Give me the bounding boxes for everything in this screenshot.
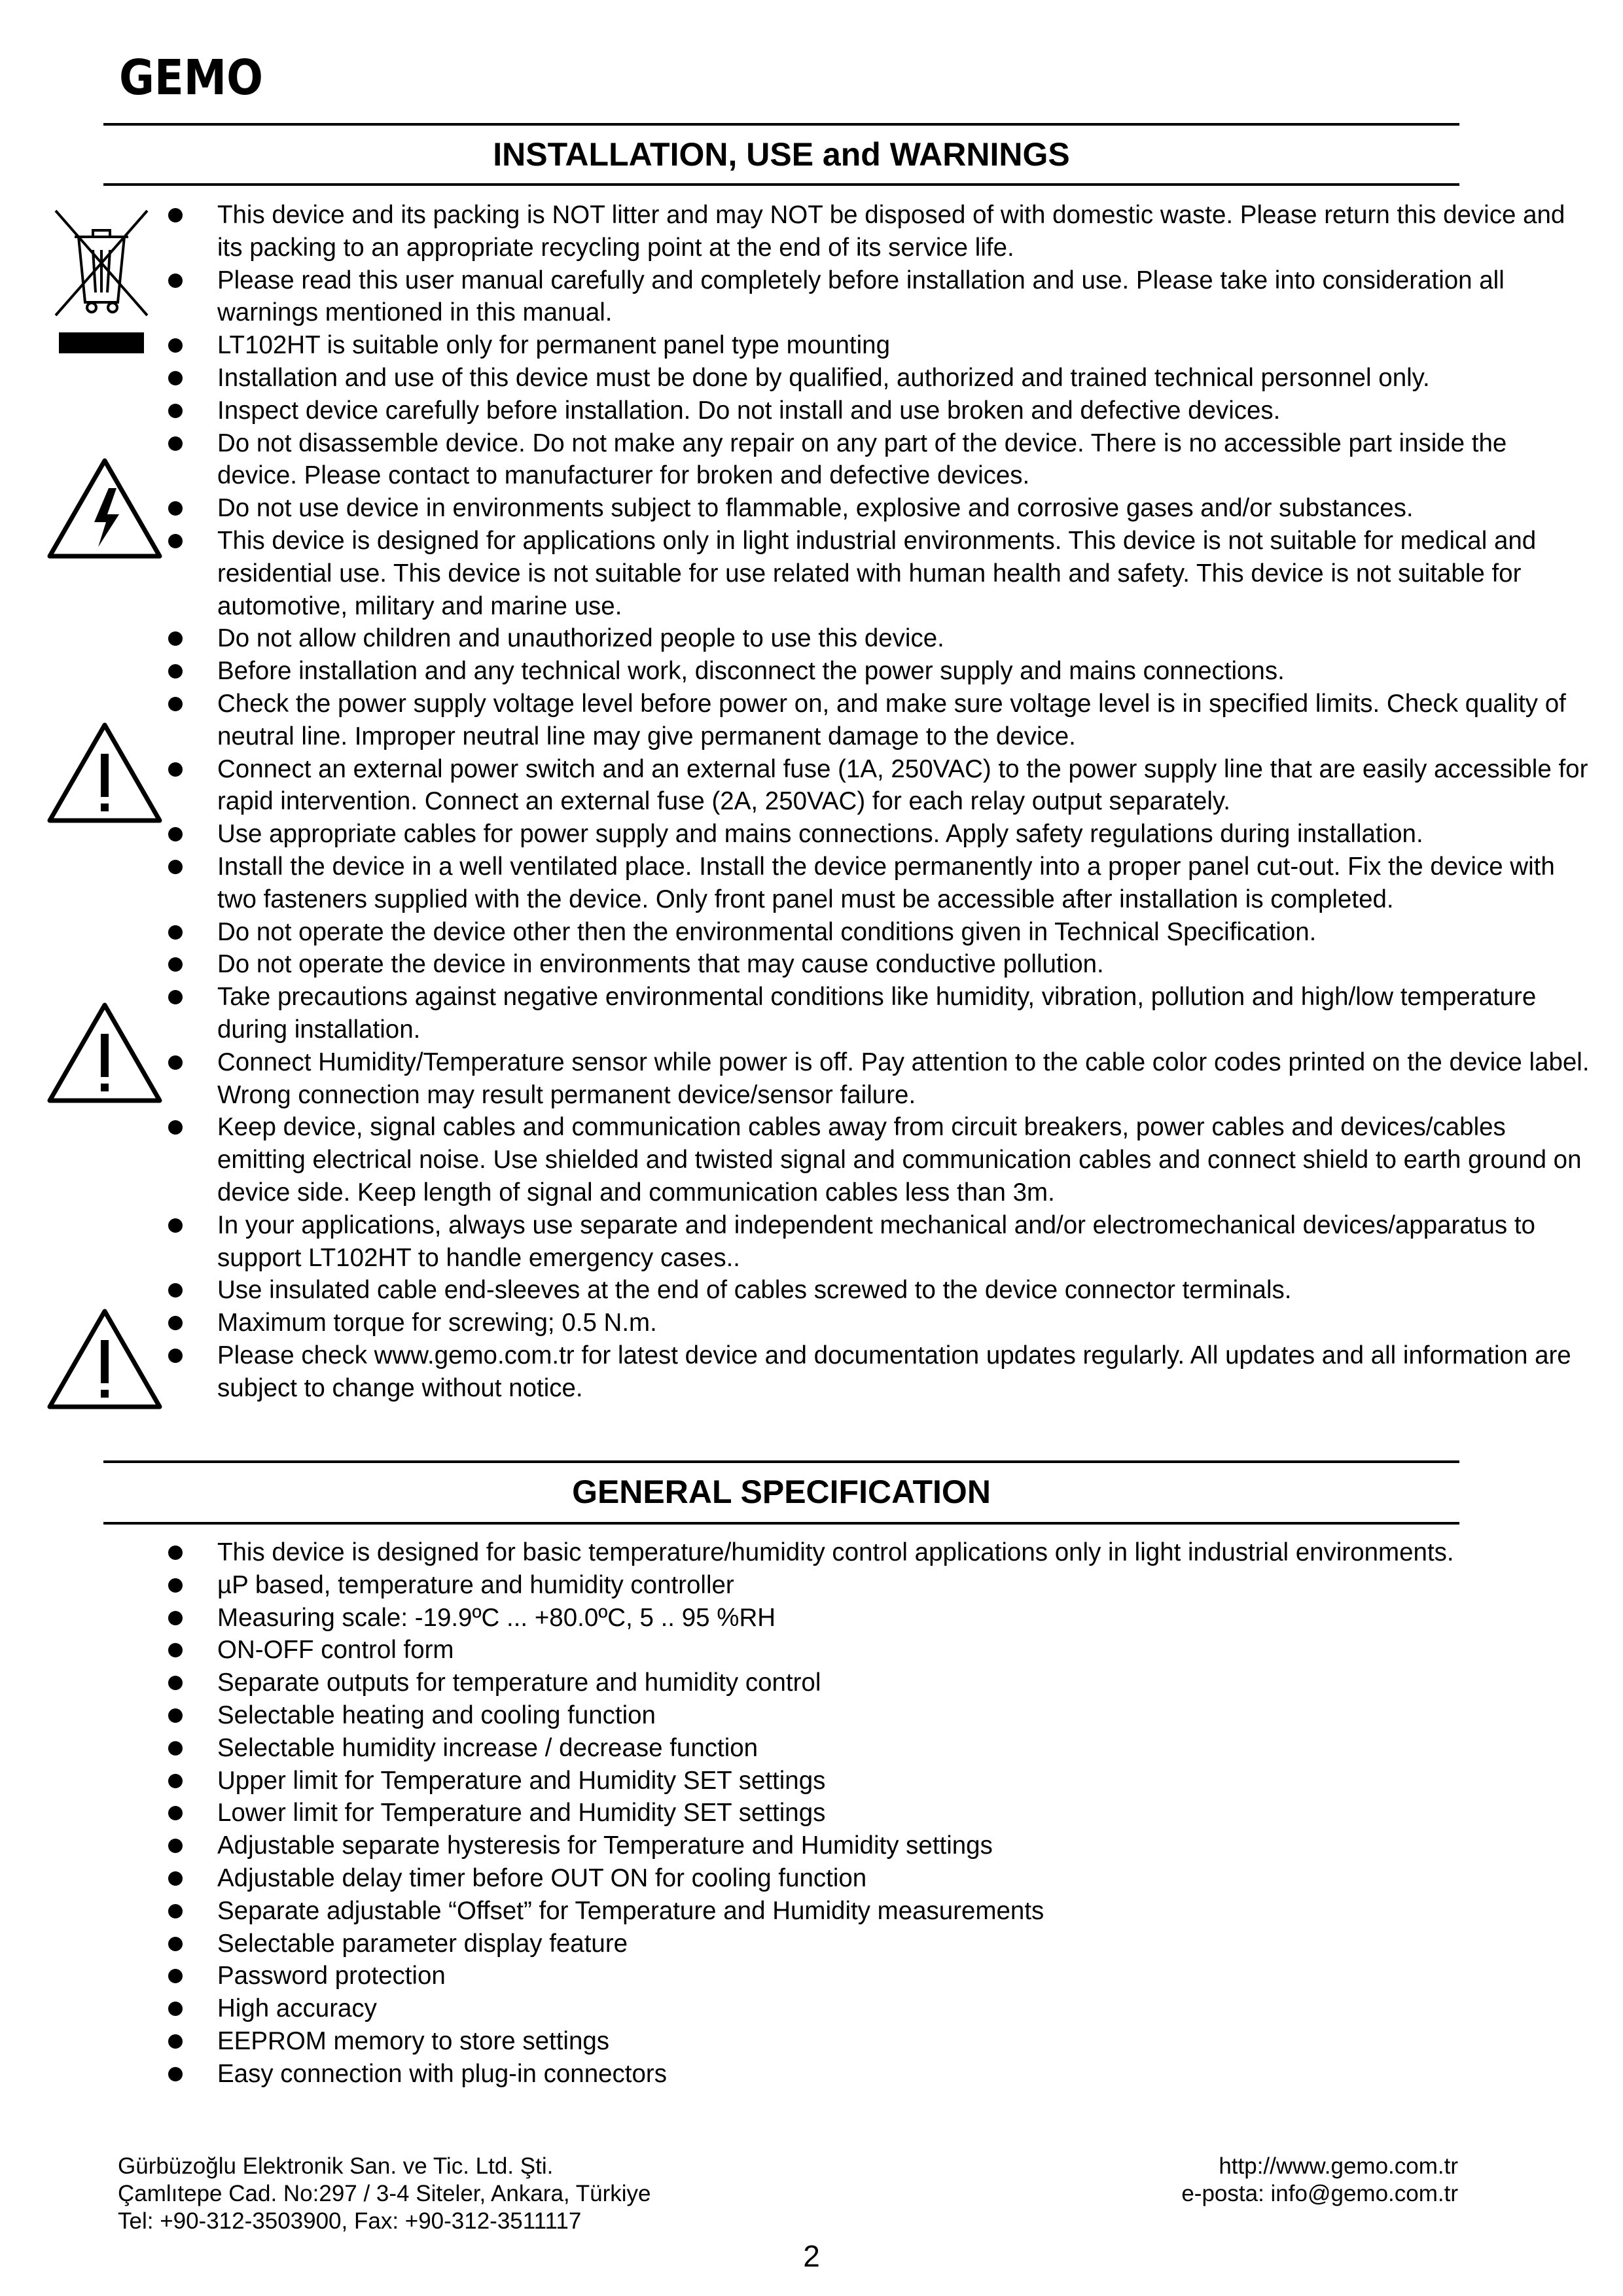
bullet-icon bbox=[168, 664, 183, 679]
warning-triangle-icon bbox=[46, 1001, 164, 1106]
warning-item bbox=[0, 948, 1623, 981]
warning-triangle-icon bbox=[46, 1307, 164, 1412]
warning-item-text: Please read this user manual carefully and completely before installation and use. Please take into consideration all warnings mentioned in this manual. bbox=[217, 266, 1505, 327]
warning-item bbox=[0, 1274, 1623, 1307]
footer-contact bbox=[1181, 2153, 1458, 2208]
footer-phone: Tel: +90-312-3503900, Fax: +90-312-3511117 bbox=[118, 2208, 582, 2234]
installation-title-rule bbox=[103, 183, 1459, 186]
bullet-icon bbox=[168, 1316, 183, 1330]
spec-item-text: Lower limit for Temperature and Humidity SET settings bbox=[217, 1799, 826, 1828]
spec-item-text: Upper limit for Temperature and Humidity SET settings bbox=[217, 1766, 826, 1795]
bullet-icon bbox=[168, 371, 183, 385]
warning-item-text: Use insulated cable end-sleeves at the end of cables screwed to the device connector terminals. bbox=[217, 1276, 1292, 1305]
specification-list bbox=[0, 1536, 1623, 2091]
page-number: 2 bbox=[803, 2239, 820, 2273]
bullet-icon bbox=[168, 1218, 183, 1233]
warning-item-text: In your applications, always use separate and independent mechanical and/or electromechanical devices/apparatus to support LT102HT to handle emergency cases.. bbox=[217, 1210, 1535, 1272]
warning-item bbox=[0, 851, 1623, 916]
warning-item bbox=[0, 264, 1623, 330]
spec-item-text: Adjustable delay timer before OUT ON for cooling function bbox=[217, 1863, 867, 1892]
bullet-icon bbox=[168, 1871, 183, 1886]
warning-item bbox=[0, 1046, 1623, 1112]
spec-item bbox=[0, 1634, 1623, 1667]
warning-triangle-icon bbox=[46, 721, 164, 826]
spec-item-text: Selectable humidity increase / decrease function bbox=[217, 1733, 758, 1762]
spec-item bbox=[0, 1602, 1623, 1634]
bullet-icon bbox=[168, 1708, 183, 1723]
bullet-icon bbox=[168, 1283, 183, 1298]
spec-item-text: Selectable parameter display feature bbox=[217, 1929, 628, 1958]
high-voltage-warning-icon bbox=[46, 457, 164, 561]
warning-item-text: Do not allow children and unauthorized people to use this device. bbox=[217, 624, 944, 653]
spec-item bbox=[0, 1699, 1623, 1732]
warning-item bbox=[0, 688, 1623, 753]
specification-title-rule bbox=[103, 1522, 1459, 1525]
installation-title: INSTALLATION, USE and WARNINGS bbox=[493, 136, 1070, 173]
bullet-icon bbox=[168, 762, 183, 777]
spec-item bbox=[0, 1992, 1623, 2025]
warning-item-text: Install the device in a well ventilated place. Install the device permanently into a proper panel cut-out. Fix the device with two fasteners supplied with the device. Only front panel must be accessible after installation is completed. bbox=[217, 852, 1555, 913]
bullet-icon bbox=[168, 1611, 183, 1625]
bullet-icon bbox=[168, 1578, 183, 1593]
spec-item bbox=[0, 1928, 1623, 1960]
footer-company-info bbox=[118, 2153, 651, 2235]
warning-item-text: Connect an external power switch and an external fuse (1A, 250VAC) to the power supply line that are easily accessible for rapid intervention. Connect an external fuse (2A, 250VAC) for each relay output separately. bbox=[217, 754, 1588, 816]
bullet-icon bbox=[168, 2067, 183, 2081]
spec-item bbox=[0, 1895, 1623, 1928]
bullet-icon bbox=[168, 2002, 183, 2016]
spec-item bbox=[0, 1569, 1623, 1602]
svg-text:GEMO: GEMO bbox=[119, 51, 263, 103]
bullet-icon bbox=[168, 697, 183, 711]
bullet-icon bbox=[168, 1774, 183, 1788]
warning-item bbox=[0, 329, 1623, 362]
bullet-icon bbox=[168, 1937, 183, 1951]
warning-item-text: Take precautions against negative environmental conditions like humidity, vibration, pollution and high/low temperature during installation. bbox=[217, 983, 1537, 1044]
warning-item-text: Do not use device in environments subject to flammable, explosive and corrosive gases and/or substances. bbox=[217, 494, 1414, 523]
spec-item-text: Easy connection with plug-in connectors bbox=[217, 2059, 667, 2088]
gemo-logo bbox=[119, 51, 276, 103]
top-rule bbox=[103, 123, 1459, 126]
warning-item bbox=[0, 427, 1623, 493]
bullet-icon bbox=[168, 1545, 183, 1560]
warning-item-text: Connect Humidity/Temperature sensor while power is off. Pay attention to the cable color codes printed on the device label. Wrong connection may result permanent device/sensor failure. bbox=[217, 1048, 1590, 1109]
spec-item-text: µP based, temperature and humidity controller bbox=[217, 1570, 734, 1599]
warning-item-text: Maximum torque for screwing; 0.5 N.m. bbox=[217, 1309, 657, 1337]
spec-item bbox=[0, 1797, 1623, 1829]
warning-item bbox=[0, 981, 1623, 1046]
spec-item bbox=[0, 1536, 1623, 1569]
spec-item bbox=[0, 1829, 1623, 1862]
bullet-icon bbox=[168, 338, 183, 353]
warning-item-text: Installation and use of this device must be done by qualified, authorized and trained technical personnel only. bbox=[217, 363, 1430, 392]
bullet-icon bbox=[168, 534, 183, 548]
bullet-icon bbox=[168, 1643, 183, 1657]
warning-item-text: Do not disassemble device. Do not make any repair on any part of the device. There is no accessible part inside the device. Please contact to manufacturer for broken and defective devices. bbox=[217, 429, 1507, 490]
bullet-icon bbox=[168, 208, 183, 222]
spec-item bbox=[0, 2058, 1623, 2091]
warning-item-text: This device is designed for applications only in light industrial environments. This device is not suitable for medical and residential use. This device is not suitable for use related with human health and safety. This device is not suitable for automotive, military and marine use. bbox=[217, 526, 1537, 620]
spec-item-text: EEPROM memory to store settings bbox=[217, 2026, 610, 2055]
bullet-icon bbox=[168, 1349, 183, 1363]
warning-item-text: Check the power supply voltage level before power on, and make sure voltage level is in specified limits. Check quality of neutral line. Improper neutral line may give permanent damage to the device. bbox=[217, 689, 1566, 751]
warning-item bbox=[0, 1111, 1623, 1209]
bullet-icon bbox=[168, 404, 183, 418]
spec-item bbox=[0, 2025, 1623, 2058]
installation-warnings-list bbox=[0, 199, 1623, 1404]
warning-item-text: Inspect device carefully before installation. Do not install and use broken and defective devices. bbox=[217, 396, 1281, 425]
spec-item-text: This device is designed for basic temperature/humidity control applications only in light industrial environments. bbox=[217, 1538, 1454, 1566]
warning-item-text: This device and its packing is NOT litter and may NOT be disposed of with domestic waste. Please return this device and its packing to an appropriate recycling point at the end of its service life. bbox=[217, 201, 1565, 262]
bullet-icon bbox=[168, 1055, 183, 1070]
warning-item-text: Please check www.gemo.com.tr for latest device and documentation updates regularly. All updates and all information are subject to change without notice. bbox=[217, 1341, 1571, 1402]
warning-item-text: Do not operate the device in environments that may cause conductive pollution. bbox=[217, 950, 1104, 979]
spec-item-text: Separate adjustable “Offset” for Temperature and Humidity measurements bbox=[217, 1896, 1044, 1925]
warning-item bbox=[0, 916, 1623, 949]
spec-item-text: Measuring scale: -19.9ºC ... +80.0ºC, 5 .. 95 %RH bbox=[217, 1603, 776, 1632]
spec-item-text: Password protection bbox=[217, 1962, 446, 1990]
bullet-icon bbox=[168, 827, 183, 841]
spec-item bbox=[0, 1960, 1623, 1992]
warning-item bbox=[0, 362, 1623, 395]
footer-email[interactable]: e-posta: info@gemo.com.tr bbox=[1181, 2181, 1458, 2206]
warning-item bbox=[0, 395, 1623, 427]
bullet-icon bbox=[168, 1904, 183, 1918]
bullet-icon bbox=[168, 1120, 183, 1135]
spec-item-text: High accuracy bbox=[217, 1994, 377, 2023]
warning-item-text: Do not operate the device other then the environmental conditions given in Technical Specification. bbox=[217, 917, 1317, 946]
warning-item bbox=[0, 818, 1623, 851]
warning-item bbox=[0, 622, 1623, 655]
bullet-icon bbox=[168, 860, 183, 874]
bullet-icon bbox=[168, 1741, 183, 1756]
spec-item bbox=[0, 1667, 1623, 1699]
bullet-icon bbox=[168, 2034, 183, 2049]
footer-company: Gürbüzoğlu Elektronik San. ve Tic. Ltd. Şti. bbox=[118, 2153, 554, 2179]
warning-item bbox=[0, 199, 1623, 264]
warning-item bbox=[0, 655, 1623, 688]
footer-website[interactable]: http://www.gemo.com.tr bbox=[1219, 2153, 1458, 2179]
warning-item bbox=[0, 492, 1623, 525]
spec-item-text: Separate outputs for temperature and humidity control bbox=[217, 1669, 821, 1697]
bullet-icon bbox=[168, 501, 183, 516]
specification-title: GENERAL SPECIFICATION bbox=[572, 1474, 991, 1510]
footer-address: Çamlıtepe Cad. No:297 / 3-4 Siteler, Ankara, Türkiye bbox=[118, 2181, 651, 2206]
bullet-icon bbox=[168, 990, 183, 1004]
spec-item bbox=[0, 1862, 1623, 1895]
warning-item-text: LT102HT is suitable only for permanent panel type mounting bbox=[217, 331, 890, 360]
bullet-icon bbox=[168, 1676, 183, 1690]
bullet-icon bbox=[168, 436, 183, 451]
bullet-icon bbox=[168, 1839, 183, 1853]
spec-item-text: Adjustable separate hysteresis for Temperature and Humidity settings bbox=[217, 1831, 993, 1860]
bullet-icon bbox=[168, 1806, 183, 1820]
weee-crossed-bin-icon bbox=[52, 204, 151, 368]
warning-item bbox=[0, 1307, 1623, 1339]
warning-item-text: Keep device, signal cables and communication cables away from circuit breakers, power cables and devices/cables emitting electrical noise. Use shielded and twisted signal and communication cables and connect shield to earth ground on device side. Keep length of signal and communication cables less than 3m. bbox=[217, 1113, 1582, 1207]
spec-item-text: ON-OFF control form bbox=[217, 1636, 454, 1665]
bullet-icon bbox=[168, 274, 183, 288]
warning-item bbox=[0, 525, 1623, 622]
bullet-icon bbox=[168, 925, 183, 940]
bullet-icon bbox=[168, 1969, 183, 1983]
warning-item-text: Use appropriate cables for power supply and mains connections. Apply safety regulations during installation. bbox=[217, 820, 1423, 849]
spec-item-text: Selectable heating and cooling function bbox=[217, 1701, 656, 1729]
warning-item bbox=[0, 1339, 1623, 1405]
spec-item bbox=[0, 1765, 1623, 1797]
bullet-icon bbox=[168, 957, 183, 972]
spec-item bbox=[0, 1732, 1623, 1765]
specification-top-rule bbox=[103, 1460, 1459, 1463]
warning-item-text: Before installation and any technical work, disconnect the power supply and mains connections. bbox=[217, 657, 1285, 686]
bullet-icon bbox=[168, 631, 183, 646]
warning-item bbox=[0, 753, 1623, 819]
warning-item bbox=[0, 1209, 1623, 1275]
